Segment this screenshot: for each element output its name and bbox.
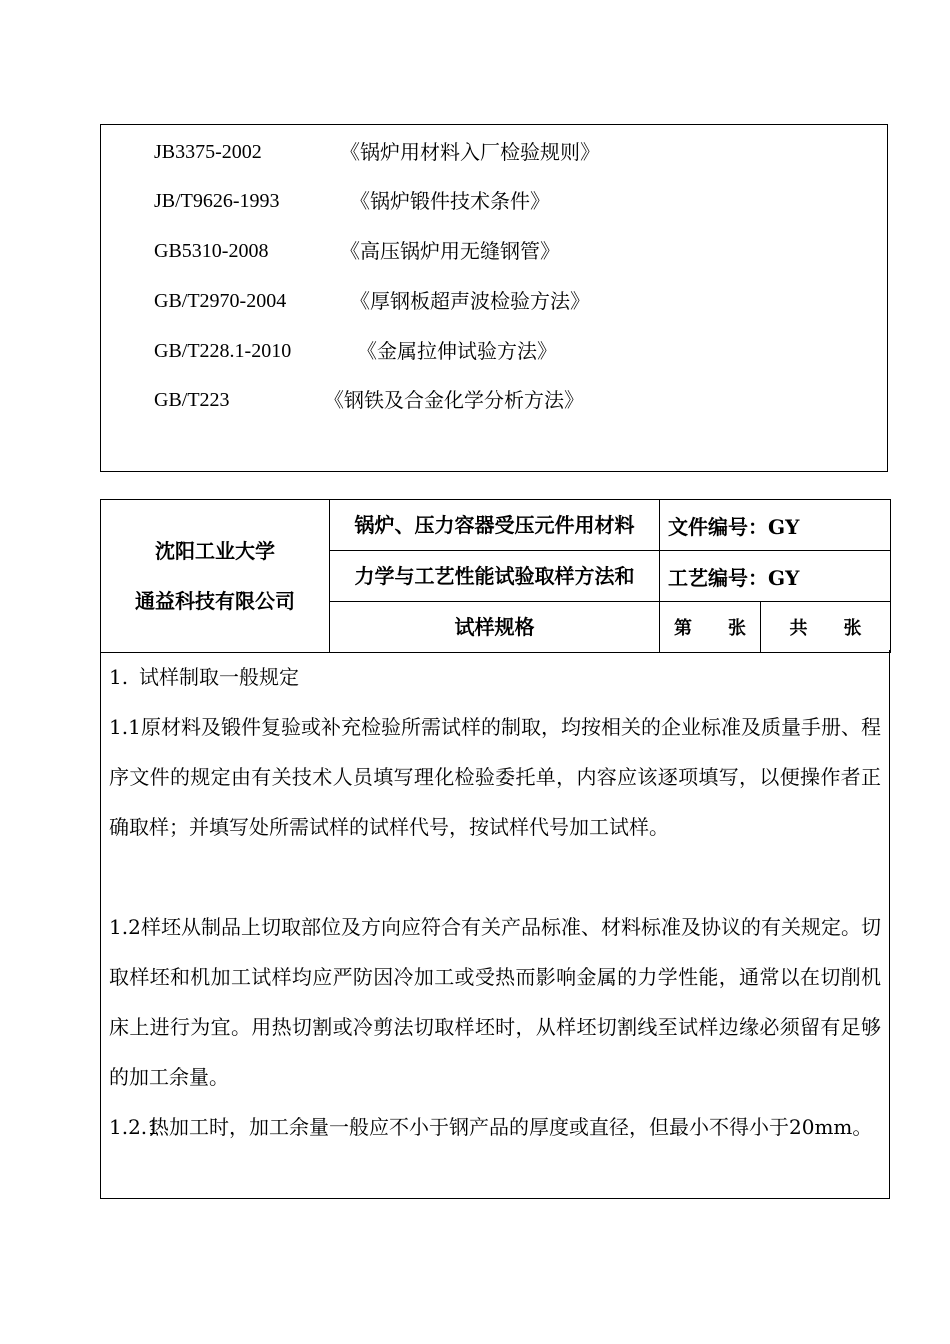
standard-title: 《锅炉用材料入厂检验规则》 bbox=[340, 140, 600, 164]
standard-code: GB/T2970-2004 bbox=[154, 290, 287, 312]
document-title-line3: 试样规格 bbox=[330, 602, 660, 653]
section-heading bbox=[109, 652, 881, 702]
standard-title: 《金属拉伸试验方法》 bbox=[357, 339, 557, 363]
standard-code: GB/T223 bbox=[154, 389, 230, 411]
standard-code: JB3375-2002 bbox=[154, 141, 262, 163]
section-paragraph bbox=[109, 902, 881, 1102]
company-name-line2: 通益科技有限公司 bbox=[135, 589, 295, 613]
document-title-line2: 力学与工艺性能试验取样方法和 bbox=[330, 551, 660, 602]
section-text: 热加工时，加工余量一般应不小于钢产品的厚度或直径，但最小不得小于20mm。 bbox=[149, 1115, 873, 1139]
standard-code: GB/T228.1-2010 bbox=[154, 340, 292, 362]
standard-code: GB5310-2008 bbox=[154, 240, 269, 262]
section-number: 1. bbox=[109, 665, 129, 689]
document-header-table bbox=[100, 499, 891, 653]
standard-title: 《厚钢板超声波检验方法》 bbox=[350, 289, 590, 313]
document-number-field: 文件编号：GY bbox=[660, 500, 891, 551]
content-box bbox=[100, 650, 890, 1199]
section-text: 样坯从制品上切取部位及方向应符合有关产品标准、材料标准及协议的有关规定。切取样坯和机加工试样均应严防因冷加工或受热而影响金属的力学性能，通常以在切削机床上进行为宜。用热切割或冷剪法切取样坯时，从样坯切割线至试样边缘必须留有足够的加工余量。 bbox=[109, 915, 881, 1089]
section-number: 1.2 bbox=[109, 915, 141, 939]
section-paragraph bbox=[109, 702, 881, 852]
section-number: 1.2.1 bbox=[109, 1115, 160, 1139]
document-title-line1: 锅炉、压力容器受压元件用材料 bbox=[330, 500, 660, 551]
section-text: 试样制取一般规定 bbox=[139, 665, 299, 689]
standard-title: 《锅炉锻件技术条件》 bbox=[350, 189, 550, 213]
company-name-cell bbox=[101, 500, 330, 653]
process-number-field: 工艺编号：GY bbox=[660, 551, 891, 602]
standard-code: JB/T9626-1993 bbox=[154, 190, 280, 212]
standards-box bbox=[100, 124, 888, 472]
standard-title: 《高压锅炉用无缝钢管》 bbox=[340, 239, 560, 263]
total-pages-field: 共 张 bbox=[761, 602, 891, 653]
standard-title: 《钢铁及合金化学分析方法》 bbox=[324, 388, 584, 412]
page-number-field: 第 张 bbox=[660, 602, 761, 653]
section-paragraph bbox=[109, 1102, 881, 1152]
company-name-line1: 沈阳工业大学 bbox=[155, 539, 275, 563]
section-text: 原材料及锻件复验或补充检验所需试样的制取，均按相关的企业标准及质量手册、程序文件的规定由有关技术人员填写理化检验委托单，内容应该逐项填写，以便操作者正确取样；并填写处所需试样的试样代号，按试样代号加工试样。 bbox=[109, 715, 881, 839]
section-number: 1.1 bbox=[109, 715, 141, 739]
